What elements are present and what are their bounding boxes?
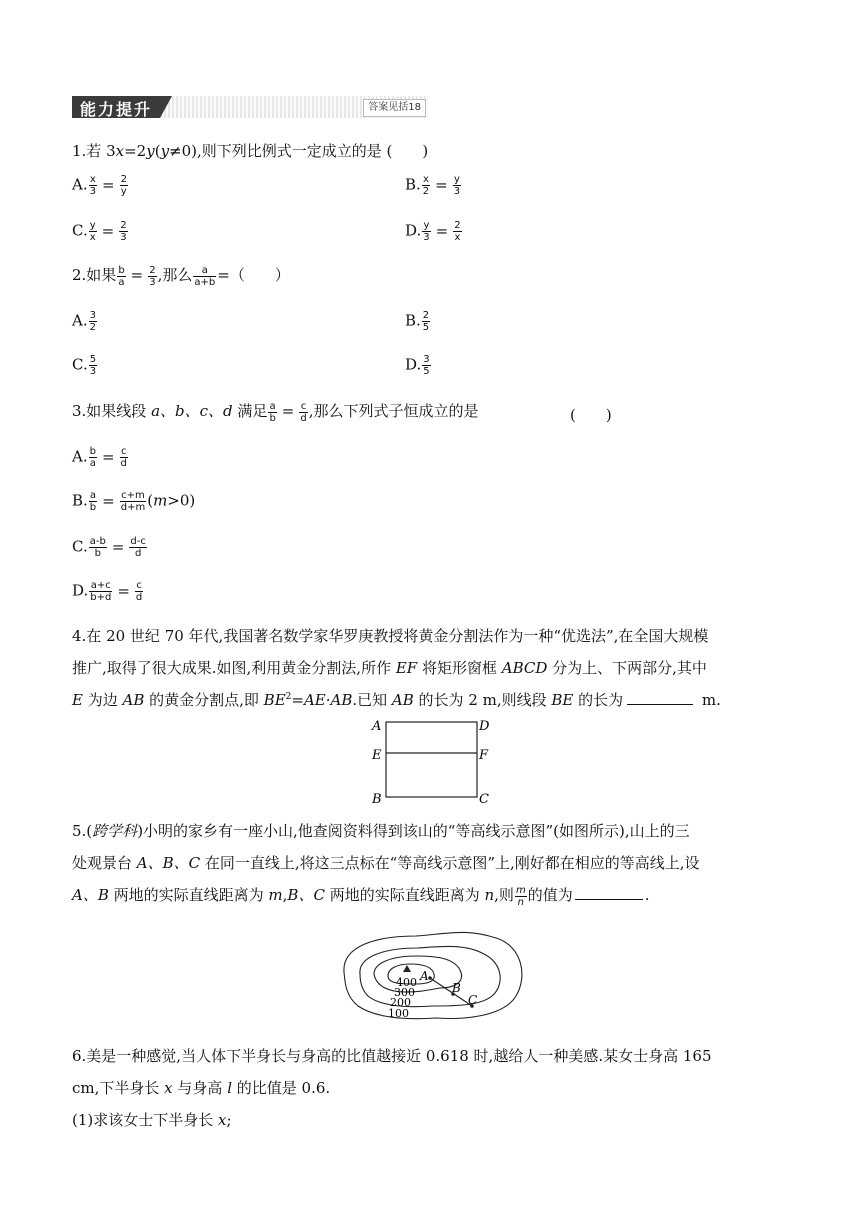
q4-line-2: 推广,取得了很大成果.如图,利用黄金分割法,所作 EF 将矩形窗框 ABCD 分为上、下两部分,其中: [72, 659, 707, 677]
label-c: C: [479, 792, 489, 807]
q6-line-2: cm,下半身长 x 与身高 l 的比值是 0.6.: [72, 1079, 331, 1097]
q5-line-3: A、B 两地的实际直线距离为 m,B、C 两地的实际直线距离为 n,则 $\frac{m}{n}$ 的值为 .: [72, 884, 650, 908]
q2-option-b: B. $\frac{2}{5}$: [405, 310, 430, 333]
q1-option-b: B. $\frac{x}{2}$ = $\frac{y}{3}$: [405, 174, 461, 197]
q1-stem: 1.若 3x=2y(y≠0),则下列比例式一定成立的是 ( ): [72, 142, 429, 160]
q1-option-a: A. $\frac{x}{3}$ = $\frac{2}{y}$: [72, 174, 127, 197]
section-title: 能力提升: [80, 100, 153, 119]
label-b: B: [372, 792, 382, 807]
q4-line-3: E 为边 AB 的黄金分割点,即 $BE^2=AE\cdot AB$.已知 AB 的长为 2 m,则线段 BE 的长为 m.: [72, 691, 721, 709]
label-point-c: C: [468, 993, 478, 1007]
q2-option-a: A. $\frac{3}{2}$: [72, 310, 96, 333]
q6-sub-1: (1)求该女士下半身长 x;: [72, 1111, 232, 1129]
q2-stem: 2.如果 $\frac{b}{a}$ = $\frac{2}{3}$ ,那么 $\frac{a}{a+b}$ =（ ）: [72, 264, 290, 288]
q2-option-d: D. $\frac{3}{5}$: [405, 354, 430, 377]
q5-line-1: 5.(跨学科)小明的家乡有一座小山,他查阅资料得到该山的“等高线示意图”(如图所示),山上的三: [72, 822, 690, 840]
q3-option-c: C. $\frac{a-b}{b}$ = $\frac{d-c}{d}$: [72, 536, 146, 559]
label-point-b: B: [452, 981, 461, 995]
golden-section-rectangle-figure: [360, 714, 500, 808]
label-100: 100: [388, 1007, 409, 1020]
label-a: A: [372, 719, 382, 734]
point-a: [428, 976, 432, 980]
section-header: [72, 96, 428, 118]
label-f: F: [479, 748, 489, 763]
q3-option-a: A. $\frac{b}{a}$ = $\frac{c}{d}$: [72, 446, 127, 469]
answer-reference: 答案见括18: [363, 99, 426, 117]
q5-answer-blank[interactable]: [575, 885, 643, 900]
q1-option-d: D. $\frac{y}{3}$ = $\frac{2}{x}$: [405, 220, 461, 243]
q3-answer-paren: ( ): [570, 406, 612, 424]
q3-stem: 3.如果线段 a、b、c、d 满足 $\frac{a}{b}$ = $\frac{c}{d}$ ,那么下列式子恒成立的是: [72, 400, 479, 424]
q4-line-1: 4.在 20 世纪 70 年代,我国著名数学家华罗庚教授将黄金分割法作为一种“优选法”,在全国大规模: [72, 627, 709, 645]
q6-line-1: 6.美是一种感觉,当人体下半身长与身高的比值越接近 0.618 时,越给人一种美感.某女士身高 165: [72, 1047, 712, 1065]
q4-answer-blank[interactable]: [627, 690, 693, 705]
q1-option-c: C. $\frac{y}{x}$ = $\frac{2}{3}$: [72, 220, 127, 243]
peak-marker: [403, 965, 411, 972]
label-d: D: [479, 719, 490, 734]
label-e: E: [372, 748, 382, 763]
line-abc: [430, 978, 472, 1006]
label-200: 200: [390, 996, 411, 1009]
q3-option-d: D. $\frac{a+c}{b+d}$ = $\frac{c}{d}$: [72, 580, 143, 603]
q2-option-c: C. $\frac{5}{3}$: [72, 354, 97, 377]
contour-300: [374, 956, 462, 992]
q5-line-2: 处观景台 A、B、C 在同一直线上,将这三点标在“等高线示意图”上,刚好都在相应的等高线上,设: [72, 854, 700, 872]
rectangle-abcd: [386, 722, 477, 797]
label-point-a: A: [420, 969, 429, 983]
label-400: 400: [396, 976, 417, 989]
contour-map-figure: [336, 924, 528, 1024]
label-300: 300: [394, 986, 415, 999]
q3-option-b: B. $\frac{a}{b}$ = $\frac{c+m}{d+m}$ (m>0): [72, 490, 196, 513]
